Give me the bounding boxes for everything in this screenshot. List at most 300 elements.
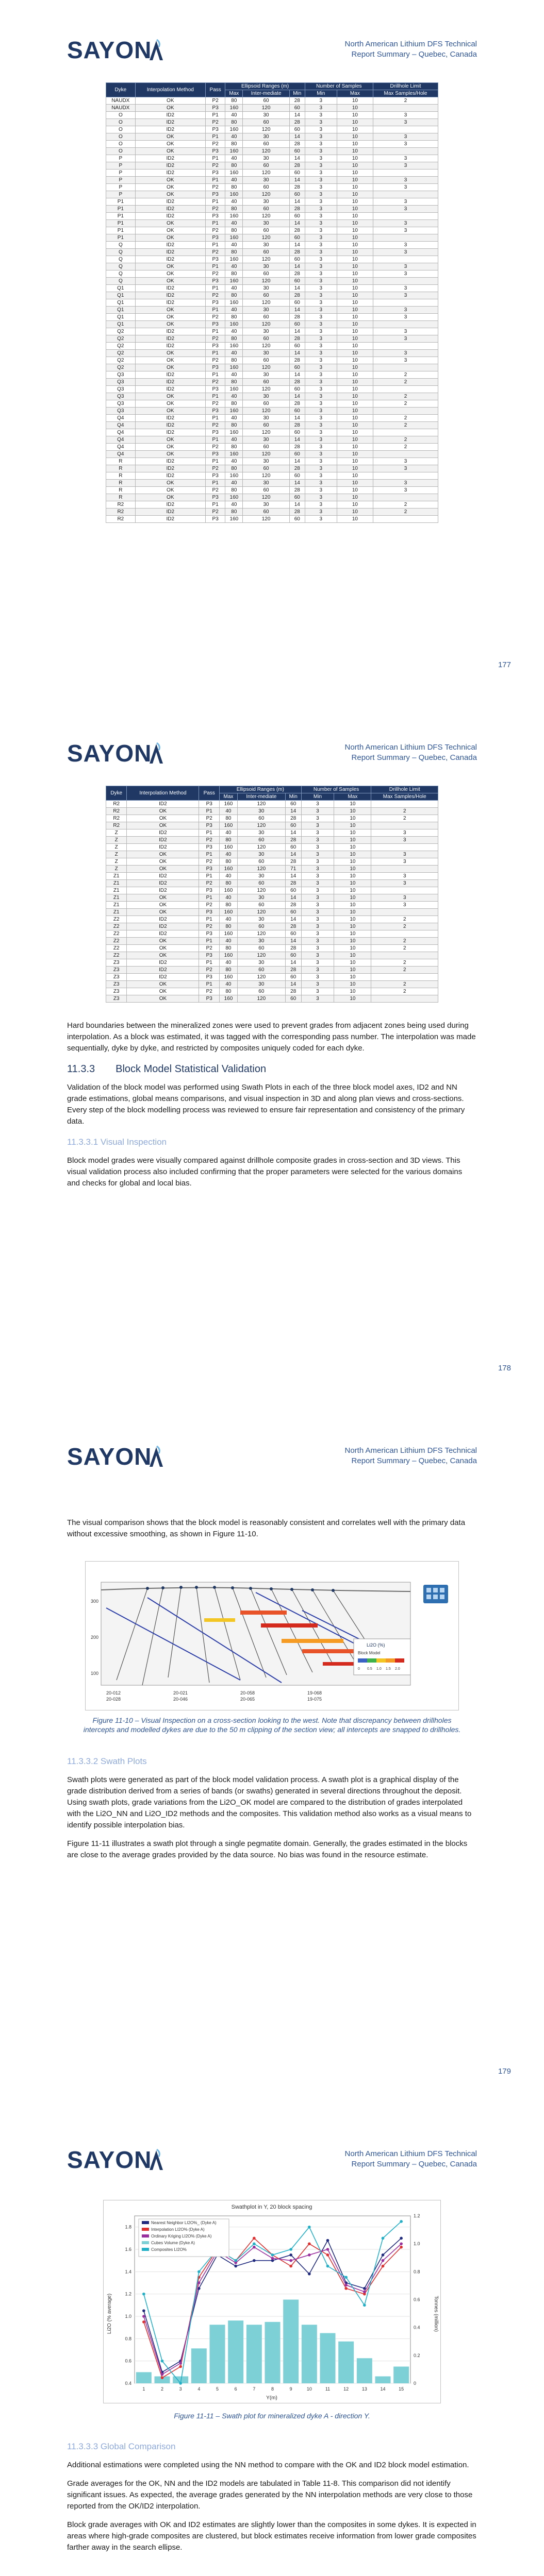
table-cell: 3: [305, 220, 337, 227]
table-cell: ID2: [135, 386, 205, 393]
table-cell: R2: [106, 501, 136, 509]
header-line-1: North American Lithium DFS Technical: [344, 40, 477, 48]
table-cell: 10: [334, 851, 371, 858]
table-cell: 10: [337, 415, 373, 422]
sayona-logo: [67, 2146, 164, 2174]
table-cell: 3: [371, 894, 438, 902]
table-cell: 10: [337, 220, 373, 227]
table-cell: 80: [225, 465, 243, 472]
table-cell: 120: [243, 148, 290, 155]
y-tick-label: 1.4: [125, 2269, 131, 2275]
table-cell: [373, 256, 438, 263]
table-cell: 3: [305, 379, 337, 386]
table-cell: 14: [289, 242, 305, 249]
table-cell: 30: [243, 198, 290, 206]
th-method: Interpolation Method: [127, 786, 199, 801]
table-cell: ID2: [135, 328, 205, 335]
table-cell: R: [106, 487, 136, 494]
table-row: [106, 220, 438, 227]
logo-a-icon: [149, 2148, 164, 2171]
table-row: [106, 480, 438, 487]
table-cell: 3: [301, 995, 334, 1003]
table-cell: P2: [199, 880, 220, 887]
table-cell: P3: [205, 472, 225, 480]
th-min: Min: [285, 793, 301, 801]
table-cell: O: [106, 126, 136, 133]
legend-swatch: [142, 2221, 149, 2224]
table-cell: 28: [289, 162, 305, 170]
table-cell: Q1: [106, 307, 136, 314]
table-cell: OK: [135, 436, 205, 444]
logo-text: SAYON: [67, 37, 152, 63]
table-cell: Z1: [106, 887, 127, 894]
table-cell: 3: [371, 829, 438, 837]
table-cell: 3: [301, 974, 334, 981]
hole-label: 19-075: [307, 1697, 322, 1702]
table-cell: 3: [305, 206, 337, 213]
table-cell: 120: [243, 472, 290, 480]
series-point: [179, 2362, 182, 2365]
table-cell: 60: [289, 451, 305, 458]
table-row: [106, 206, 438, 213]
table-cell: 10: [337, 509, 373, 516]
logo-text: SAYON: [67, 1443, 152, 1470]
series-point: [382, 2237, 385, 2240]
table-cell: 28: [285, 988, 301, 995]
table-cell: OK: [135, 494, 205, 501]
table-cell: 60: [243, 335, 290, 343]
table-cell: 40: [225, 393, 243, 400]
table-cell: Z1: [106, 880, 127, 887]
table-cell: ID2: [127, 880, 199, 887]
table-cell: 80: [220, 837, 238, 844]
page-header: [67, 36, 477, 77]
table-cell: 40: [220, 894, 238, 902]
table-cell: 30: [243, 350, 290, 357]
table-row: [106, 858, 438, 866]
table-cell: 160: [220, 930, 238, 938]
table-cell: P1: [106, 198, 136, 206]
table-cell: P2: [205, 487, 225, 494]
series-point: [161, 2373, 164, 2376]
table-cell: 3: [301, 858, 334, 866]
table-row: [106, 429, 438, 436]
table-row: [106, 126, 438, 133]
chart-legend: [139, 2219, 229, 2257]
table-cell: Q2: [106, 328, 136, 335]
table-cell: P2: [205, 249, 225, 256]
legend-swatch: [142, 2234, 149, 2238]
table-cell: 14: [289, 415, 305, 422]
table-cell: 60: [289, 429, 305, 436]
series-point: [308, 2253, 311, 2257]
table-cell: 3: [373, 112, 438, 119]
table-cell: 80: [220, 858, 238, 866]
table-cell: 10: [337, 393, 373, 400]
table-cell: NAUDX: [106, 105, 136, 112]
table-cell: [373, 299, 438, 307]
table-cell: 3: [301, 808, 334, 815]
table-row: [106, 516, 438, 523]
table-cell: ID2: [135, 465, 205, 472]
table-cell: 10: [334, 837, 371, 844]
table-cell: 2: [373, 393, 438, 400]
table-cell: 3: [305, 480, 337, 487]
table-cell: 3: [305, 516, 337, 523]
table-cell: P2: [205, 422, 225, 429]
table-cell: 40: [225, 328, 243, 335]
table-cell: 14: [289, 263, 305, 270]
table-cell: 10: [334, 988, 371, 995]
table-cell: 80: [225, 335, 243, 343]
header-line-1: North American Lithium DFS Technical: [344, 2149, 477, 2158]
th-min: Min: [289, 90, 305, 97]
series-point: [253, 2242, 256, 2245]
table-cell: 3: [305, 501, 337, 509]
table-cell: ID2: [127, 923, 199, 930]
table-cell: OK: [135, 177, 205, 184]
table-cell: 28: [289, 227, 305, 234]
table-cell: 60: [289, 364, 305, 371]
table-cell: Z3: [106, 967, 127, 974]
table-cell: 3: [305, 314, 337, 321]
y-axis-label: Li2O (% average): [107, 2293, 112, 2334]
table-cell: 3: [305, 270, 337, 278]
table-cell: 10: [334, 981, 371, 988]
table-cell: 28: [289, 335, 305, 343]
volume-bar: [338, 2342, 354, 2383]
figure-caption: Figure 11-10 – Visual Inspection on a cross-section looking to the west. Note that discrepancy between drillholes intercepts and modelled dykes are due to the 50 m clipping of the section view; all intercepts are snapped to drillholes.: [83, 1716, 461, 1734]
volume-bar: [393, 2367, 409, 2384]
table-cell: [373, 472, 438, 480]
table-cell: 10: [337, 148, 373, 155]
table-cell: 3: [301, 902, 334, 909]
table-cell: 3: [305, 472, 337, 480]
table-cell: O: [106, 148, 136, 155]
y-tick-label: 0.6: [125, 2358, 131, 2364]
x-tick-label: 12: [343, 2386, 349, 2392]
series-point: [363, 2304, 366, 2307]
table-cell: 10: [337, 400, 373, 408]
table-cell: 28: [289, 97, 305, 105]
table-cell: 60: [243, 379, 290, 386]
table-cell: 60: [289, 278, 305, 285]
table-cell: 2: [371, 945, 438, 952]
table-cell: OK: [135, 487, 205, 494]
table-cell: 80: [220, 815, 238, 822]
table-cell: 60: [285, 909, 301, 916]
table-cell: P1: [205, 177, 225, 184]
table-cell: 3: [373, 198, 438, 206]
table-cell: P3: [199, 887, 220, 894]
table-cell: 30: [237, 938, 285, 945]
table-cell: 120: [243, 408, 290, 415]
table-cell: 3: [305, 436, 337, 444]
table-cell: 10: [337, 386, 373, 393]
table-cell: P2: [205, 119, 225, 126]
table-cell: 3: [305, 184, 337, 191]
y2-tick-label: 0.4: [414, 2325, 420, 2330]
table-cell: 10: [334, 829, 371, 837]
table-cell: 60: [289, 148, 305, 155]
table-cell: 3: [301, 938, 334, 945]
table-cell: OK: [127, 822, 199, 829]
table-cell: 10: [337, 285, 373, 292]
table-cell: [373, 213, 438, 220]
table-cell: OK: [135, 408, 205, 415]
table-cell: 14: [289, 458, 305, 465]
table-cell: P1: [205, 458, 225, 465]
table-cell: P1: [199, 938, 220, 945]
table-cell: 3: [305, 357, 337, 364]
table-row: [106, 155, 438, 162]
table-cell: 120: [237, 801, 285, 808]
table-cell: OK: [135, 357, 205, 364]
table-cell: 10: [337, 501, 373, 509]
table-cell: 160: [220, 844, 238, 851]
table-cell: 28: [285, 815, 301, 822]
table-cell: P1: [205, 480, 225, 487]
table-cell: 10: [337, 494, 373, 501]
table-cell: P1: [205, 436, 225, 444]
table-cell: OK: [135, 314, 205, 321]
table-cell: 30: [237, 916, 285, 923]
table-cell: 80: [225, 97, 243, 105]
series-point: [344, 2276, 348, 2279]
table-row: [106, 923, 438, 930]
table-cell: 2: [373, 400, 438, 408]
volume-bar: [357, 2358, 372, 2383]
table-cell: Z3: [106, 988, 127, 995]
table-cell: 3: [305, 415, 337, 422]
elevation-label: 300: [91, 1599, 99, 1604]
th-samples: Number of Samples: [305, 83, 373, 90]
table-cell: 10: [334, 959, 371, 967]
series-point: [382, 2253, 385, 2257]
table-row: [106, 184, 438, 191]
hole-label: 19-068: [307, 1690, 322, 1696]
table-cell: 10: [337, 307, 373, 314]
table-cell: P1: [199, 808, 220, 815]
table-cell: P1: [199, 851, 220, 858]
table-cell: 3: [305, 422, 337, 429]
table-cell: ID2: [135, 335, 205, 343]
table-cell: 3: [373, 335, 438, 343]
series-point: [382, 2265, 385, 2268]
table-cell: 3: [305, 177, 337, 184]
table-cell: 30: [237, 981, 285, 988]
page-header: [67, 1443, 477, 1484]
legend-label: Composites LI2O%: [151, 2247, 187, 2252]
th-intermediate: Inter-mediate: [237, 793, 285, 801]
table-cell: 28: [289, 314, 305, 321]
table-cell: 10: [334, 822, 371, 829]
legend-value: 1.5: [386, 1667, 391, 1671]
logo-text: SAYON: [67, 740, 152, 767]
table-cell: 30: [243, 458, 290, 465]
table-cell: NAUDX: [106, 97, 136, 105]
table-cell: 40: [220, 851, 238, 858]
table-cell: Q3: [106, 371, 136, 379]
table-cell: Q4: [106, 429, 136, 436]
table-cell: 10: [337, 472, 373, 480]
table-cell: 3: [305, 97, 337, 105]
table-cell: P2: [205, 379, 225, 386]
table-cell: 40: [225, 133, 243, 141]
table-cell: 14: [289, 220, 305, 227]
table-cell: P1: [199, 894, 220, 902]
table-cell: P3: [205, 364, 225, 371]
table-cell: Q3: [106, 379, 136, 386]
table-row: [106, 234, 438, 242]
paragraph: Validation of the block model was performed using Swath Plots in each of the three block model axes, ID2 and NN grade estimations, global means comparisons, and visual inspection in 3D and along plan views and cross-sections. Every step of the block modelling process was reviewed to ensure fair representation and consistency of the primary data.: [67, 1083, 465, 1126]
table-cell: 30: [243, 155, 290, 162]
table-cell: OK: [135, 234, 205, 242]
table-cell: 3: [301, 801, 334, 808]
table-cell: 3: [373, 487, 438, 494]
table-cell: 10: [334, 967, 371, 974]
table-cell: 80: [225, 184, 243, 191]
series-point: [326, 2239, 329, 2242]
table-cell: 80: [225, 227, 243, 234]
table-cell: OK: [127, 902, 199, 909]
paragraph: Figure 11-11 illustrates a swath plot through a single pegmatite domain. Generally, the grades estimated in the blocks are close to the average grades provided by the data source. No bias was found in the resource estimate.: [67, 1839, 468, 1859]
table-cell: 30: [243, 177, 290, 184]
th-samples-max: Max: [337, 90, 373, 97]
table-cell: 80: [225, 400, 243, 408]
table-cell: P1: [199, 916, 220, 923]
table-cell: 10: [337, 350, 373, 357]
table-cell: 120: [237, 866, 285, 873]
table-cell: 3: [301, 880, 334, 887]
sayona-logo: [67, 739, 164, 767]
legend-block-label: Block Model: [358, 1651, 381, 1655]
table-row: [106, 451, 438, 458]
table-cell: 60: [289, 494, 305, 501]
table-cell: ID2: [135, 509, 205, 516]
table-cell: 160: [225, 256, 243, 263]
table-cell: 14: [289, 285, 305, 292]
table-cell: 80: [225, 292, 243, 299]
table-cell: 3: [373, 465, 438, 472]
table-cell: R2: [106, 822, 127, 829]
volume-bar: [320, 2333, 336, 2384]
series-point: [289, 2265, 292, 2268]
chart-y2-ticks: [414, 2213, 420, 2386]
table-cell: 40: [225, 307, 243, 314]
table-cell: 10: [337, 480, 373, 487]
table-row: [106, 292, 438, 299]
table-cell: 10: [337, 170, 373, 177]
table-cell: 30: [243, 242, 290, 249]
table-cell: 28: [289, 465, 305, 472]
table-cell: 28: [289, 422, 305, 429]
table-cell: 3: [301, 930, 334, 938]
table-cell: 160: [220, 974, 238, 981]
table-cell: 60: [285, 844, 301, 851]
table-cell: OK: [135, 263, 205, 270]
table-row: [106, 494, 438, 501]
x-tick-label: 2: [160, 2386, 164, 2392]
table-cell: 3: [305, 162, 337, 170]
header-line-1: North American Lithium DFS Technical: [344, 1446, 477, 1455]
th-ellipsoid: Ellipsoid Ranges (m): [225, 83, 305, 90]
th-max-per-hole: Max Samples/Hole: [371, 793, 438, 801]
table-cell: 3: [305, 191, 337, 198]
table-cell: 3: [305, 148, 337, 155]
table-row: [106, 974, 438, 981]
table-cell: 2: [373, 444, 438, 451]
table-cell: 3: [371, 837, 438, 844]
table-cell: OK: [127, 981, 199, 988]
table-cell: 120: [237, 822, 285, 829]
table-cell: 28: [289, 487, 305, 494]
table-cell: [373, 126, 438, 133]
table-cell: 160: [225, 170, 243, 177]
table-cell: Z2: [106, 930, 127, 938]
series-point: [382, 2259, 385, 2262]
table-row: [106, 97, 438, 105]
swath-plot-figure: [103, 2200, 441, 2403]
table-cell: ID2: [135, 170, 205, 177]
table-cell: ID2: [135, 206, 205, 213]
table-cell: OK: [135, 393, 205, 400]
table-row: [106, 371, 438, 379]
series-point: [234, 2259, 237, 2262]
table-cell: 2: [373, 371, 438, 379]
table-cell: 2: [373, 509, 438, 516]
table-cell: Z2: [106, 945, 127, 952]
table-cell: 3: [301, 952, 334, 959]
table-cell: OK: [135, 191, 205, 198]
table-cell: 10: [334, 801, 371, 808]
table-cell: P: [106, 191, 136, 198]
table-cell: 3: [305, 170, 337, 177]
table-row: [106, 967, 438, 974]
table-cell: OK: [127, 952, 199, 959]
table-cell: Z: [106, 851, 127, 858]
series-point: [179, 2382, 182, 2385]
table-cell: 28: [285, 923, 301, 930]
table-cell: 3: [301, 873, 334, 880]
table-cell: 3: [301, 909, 334, 916]
table-cell: 160: [220, 801, 238, 808]
table-cell: ID2: [135, 213, 205, 220]
table-cell: 60: [289, 170, 305, 177]
table-cell: 3: [301, 894, 334, 902]
legend-title: Li2O (%): [367, 1642, 385, 1648]
table-cell: 14: [289, 480, 305, 487]
table-cell: 10: [337, 249, 373, 256]
table-row: [106, 314, 438, 321]
table-cell: 60: [237, 837, 285, 844]
table-cell: 10: [334, 894, 371, 902]
y2-tick-label: 1.2: [414, 2213, 420, 2218]
table-cell: ID2: [127, 967, 199, 974]
table-cell: P: [106, 170, 136, 177]
table-cell: ID2: [135, 429, 205, 436]
page-header: [67, 739, 477, 781]
table-cell: 28: [289, 270, 305, 278]
table-row: [106, 487, 438, 494]
table-cell: 3: [305, 386, 337, 393]
table-cell: P3: [205, 213, 225, 220]
th-dyke: Dyke: [106, 786, 127, 801]
table-cell: 30: [243, 220, 290, 227]
table-cell: 60: [243, 357, 290, 364]
table-cell: [373, 386, 438, 393]
table-cell: 60: [285, 822, 301, 829]
